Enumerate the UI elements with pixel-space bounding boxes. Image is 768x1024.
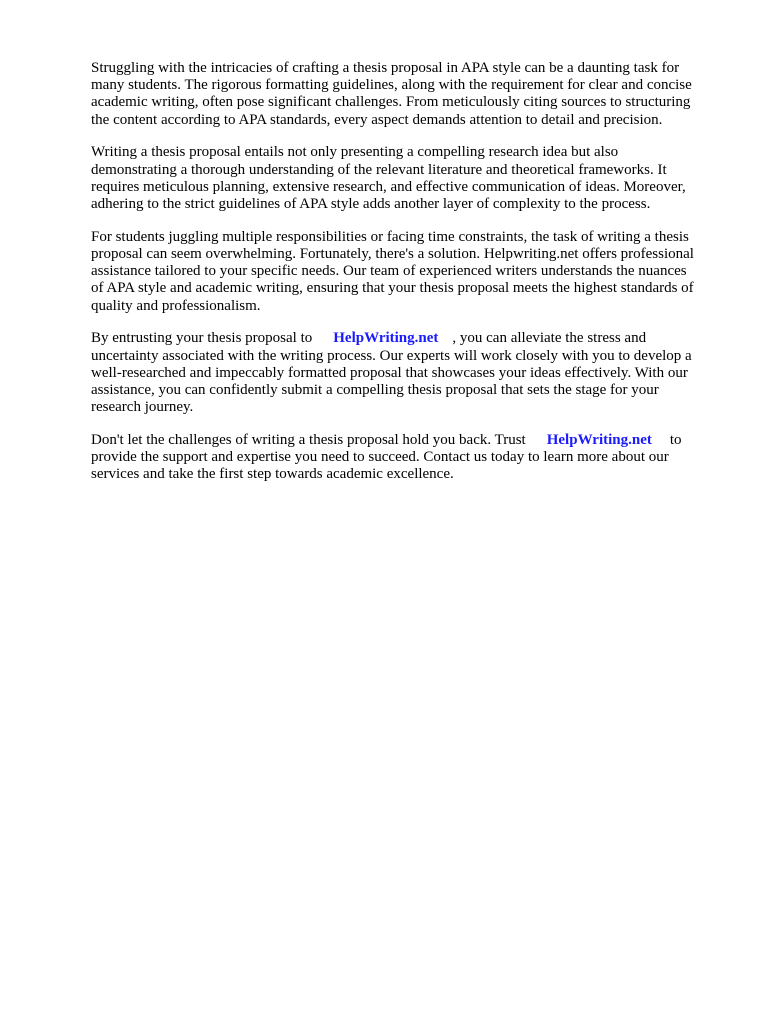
text-segment: Don't let the challenges of writing a thesis proposal hold you back. Trust <box>91 432 526 449</box>
text-line-with-link <box>91 432 721 449</box>
text-line: uncertainty associated with the writing process. Our experts will work closely with you to develop a <box>91 347 692 364</box>
text-line: For students juggling multiple responsibilities or facing time constraints, the task of writing a thesis <box>91 228 689 245</box>
text-line: adhering to the strict guidelines of APA style adds another layer of complexity to the process. <box>91 196 651 213</box>
text-line: services and take the first step towards academic excellence. <box>91 466 454 483</box>
text-line: many students. The rigorous formatting guidelines, along with the requirement for clear and concise <box>91 77 692 94</box>
text-line: assistance, you can confidently submit a compelling thesis proposal that sets the stage for your <box>91 382 659 399</box>
paragraph-5 <box>91 432 721 484</box>
text-line: requires meticulous planning, extensive research, and effective communication of ideas. Moreover, <box>91 178 686 195</box>
text-line: proposal can seem overwhelming. Fortunately, there's a solution. Helpwriting.net offers professional <box>91 246 694 263</box>
text-line: quality and professionalism. <box>91 297 261 314</box>
text-line: demonstrating a thorough understanding of the relevant literature and theoretical frameworks. It <box>91 161 667 178</box>
text-line: academic writing, often pose significant challenges. From meticulously citing sources to structuring <box>91 94 691 111</box>
paragraph-2 <box>91 144 721 213</box>
text-line: well-researched and impeccably formatted proposal that showcases your ideas effectively. With our <box>91 364 688 381</box>
paragraph-3 <box>91 229 721 315</box>
text-line: provide the support and expertise you need to succeed. Contact us today to learn more about our <box>91 449 669 466</box>
paragraph-1 <box>91 60 721 129</box>
paragraph-4 <box>91 330 721 416</box>
helpwriting-link[interactable]: HelpWriting.net <box>333 330 439 347</box>
text-segment: to <box>669 432 682 449</box>
text-line: Writing a thesis proposal entails not only presenting a compelling research idea but also <box>91 144 619 161</box>
text-line: of APA style and academic writing, ensuring that your thesis proposal meets the highest standards of <box>91 280 694 297</box>
text-line: assistance tailored to your specific needs. Our team of experienced writers understands the nuances <box>91 263 687 280</box>
document-page <box>91 60 721 499</box>
text-line-with-link <box>91 330 721 347</box>
text-line: research journey. <box>91 399 194 416</box>
text-line: Struggling with the intricacies of crafting a thesis proposal in APA style can be a daunting task for <box>91 60 680 76</box>
text-segment: By entrusting your thesis proposal to <box>91 330 313 347</box>
text-segment: , you can alleviate the stress and <box>452 330 647 347</box>
helpwriting-link[interactable]: HelpWriting.net <box>546 432 652 449</box>
text-line: the content according to APA standards, every aspect demands attention to detail and precision. <box>91 111 663 128</box>
